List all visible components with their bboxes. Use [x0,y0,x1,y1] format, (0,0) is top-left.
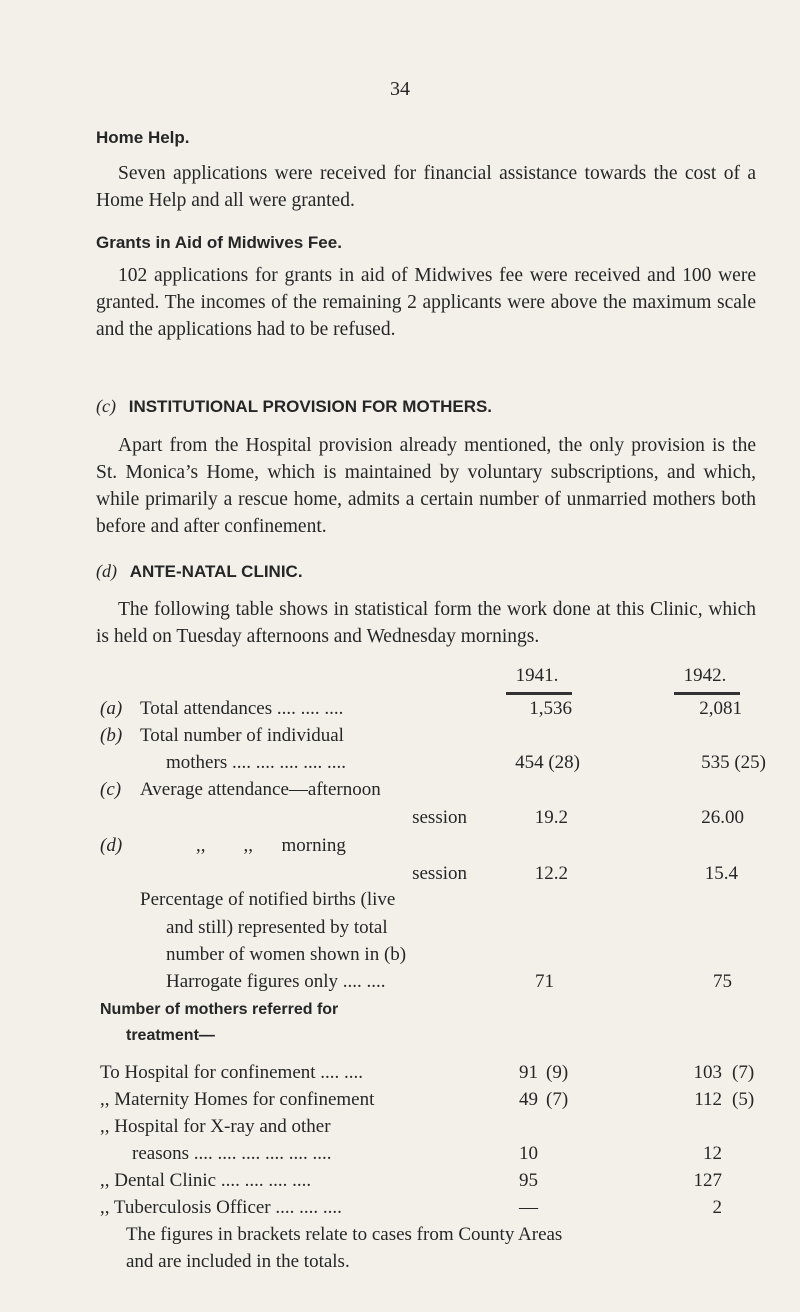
percentage-text: Harrogate figures only .... .... [166,971,386,992]
home-help-paragraph: Seven applications were received for financial assistance towards the cost of a Home Help and all were granted. [96,163,756,211]
referred-value-1942: 103 [693,1062,722,1083]
referred-value-1942: 12 [703,1143,722,1164]
referred-value-1941: 95 [519,1170,538,1191]
percentage-text: and still) represented by total [166,917,388,938]
row-value-1942: 26.00 [701,807,744,828]
percentage-value-1941: 71 [535,971,554,992]
referred-value-1941: 91 [519,1062,538,1083]
row-value-1941: 454 (28) [515,752,580,773]
row-text: mothers .... .... .... .... .... [166,752,346,773]
row-label: (a) [100,698,123,719]
referred-value-1942: 112 [694,1089,722,1110]
row-value-1941: 19.2 [534,807,568,828]
row-text: Average attendance—afternoon [140,779,381,800]
referred-row-text: ,, Maternity Homes for confinement [100,1089,375,1110]
section-label-c: (c) [96,396,116,416]
section-label-d: (d) [96,561,117,581]
referred-value-1941: 10 [519,1143,538,1164]
row-text: ,, ,, morning [196,835,346,856]
referred-heading: treatment— [126,1027,215,1044]
referred-heading: Number of mothers referred for [100,1001,339,1018]
referred-bracket-1941: (9) [546,1062,569,1083]
row-text: session [412,807,467,828]
page-number: 34 [390,78,410,100]
percentage-value-1942: 75 [713,971,732,992]
footnote: and are included in the totals. [126,1251,350,1272]
percentage-text: Percentage of notified births (live [140,889,396,910]
institutional-paragraph: Apart from the Hospital provision already mentioned, the only provision is the St. Monica’s Home, which is maintained by voluntary subscriptions, and which, while primarily a rescue home, admits a certain number of unmarried mothers both before and after confinement. [96,435,756,537]
referred-row-text: ,, Hospital for X-ray and other [100,1116,331,1137]
row-text: Total number of individual [140,725,344,746]
referred-value-1941: — [519,1197,538,1218]
midwives-paragraph: 102 applications for grants in aid of Midwives fee were received and 100 were granted. The incomes of the remaining 2 applicants were above the maximum scale and the applications had to be refused. [96,265,756,340]
column-underline-1942 [674,692,740,695]
institutional-title: INSTITUTIONAL PROVISION FOR MOTHERS. [128,397,493,416]
row-text: Total attendances .... .... .... [140,698,344,719]
antenatal-title: ANTE-NATAL CLINIC. [129,562,303,581]
row-label: (c) [100,779,122,800]
referred-row-text: ,, Dental Clinic .... .... .... .... [100,1170,312,1191]
row-label: (d) [100,835,123,856]
institutional-heading [96,396,492,417]
row-value-1942: 15.4 [704,863,738,884]
footnote: The figures in brackets relate to cases from County Areas [126,1224,563,1245]
percentage-text: number of women shown in (b) [166,944,407,965]
row-label: (b) [100,725,123,746]
referred-value-1942: 2 [712,1197,722,1218]
referred-bracket-1942: (7) [732,1062,755,1083]
referred-row-text: ,, Tuberculosis Officer .... .... .... [100,1197,342,1218]
row-text: session [412,863,467,884]
home-help-heading: Home Help. [96,128,190,147]
row-value-1941: 12.2 [534,863,568,884]
referred-bracket-1942: (5) [732,1089,755,1110]
row-value-1941: 1,536 [529,698,572,719]
row-value-1942: 2,081 [699,698,742,719]
referred-value-1941: 49 [519,1089,538,1110]
referred-row-text: To Hospital for confinement .... .... [100,1062,364,1083]
antenatal-heading [96,561,303,582]
midwives-heading: Grants in Aid of Midwives Fee. [96,233,342,252]
column-underline-1941 [506,692,572,695]
referred-value-1942: 127 [693,1170,722,1191]
antenatal-paragraph: The following table shows in statistical form the work done at this Clinic, which is held on Tuesday afternoons and Wednesday mornings. [96,599,756,647]
row-value-1942: 535 (25) [701,752,766,773]
column-header-1942: 1942. [683,665,727,686]
column-header-1941: 1941. [515,665,559,686]
referred-bracket-1941: (7) [546,1089,569,1110]
referred-row-text: reasons .... .... .... .... .... .... [132,1143,332,1164]
